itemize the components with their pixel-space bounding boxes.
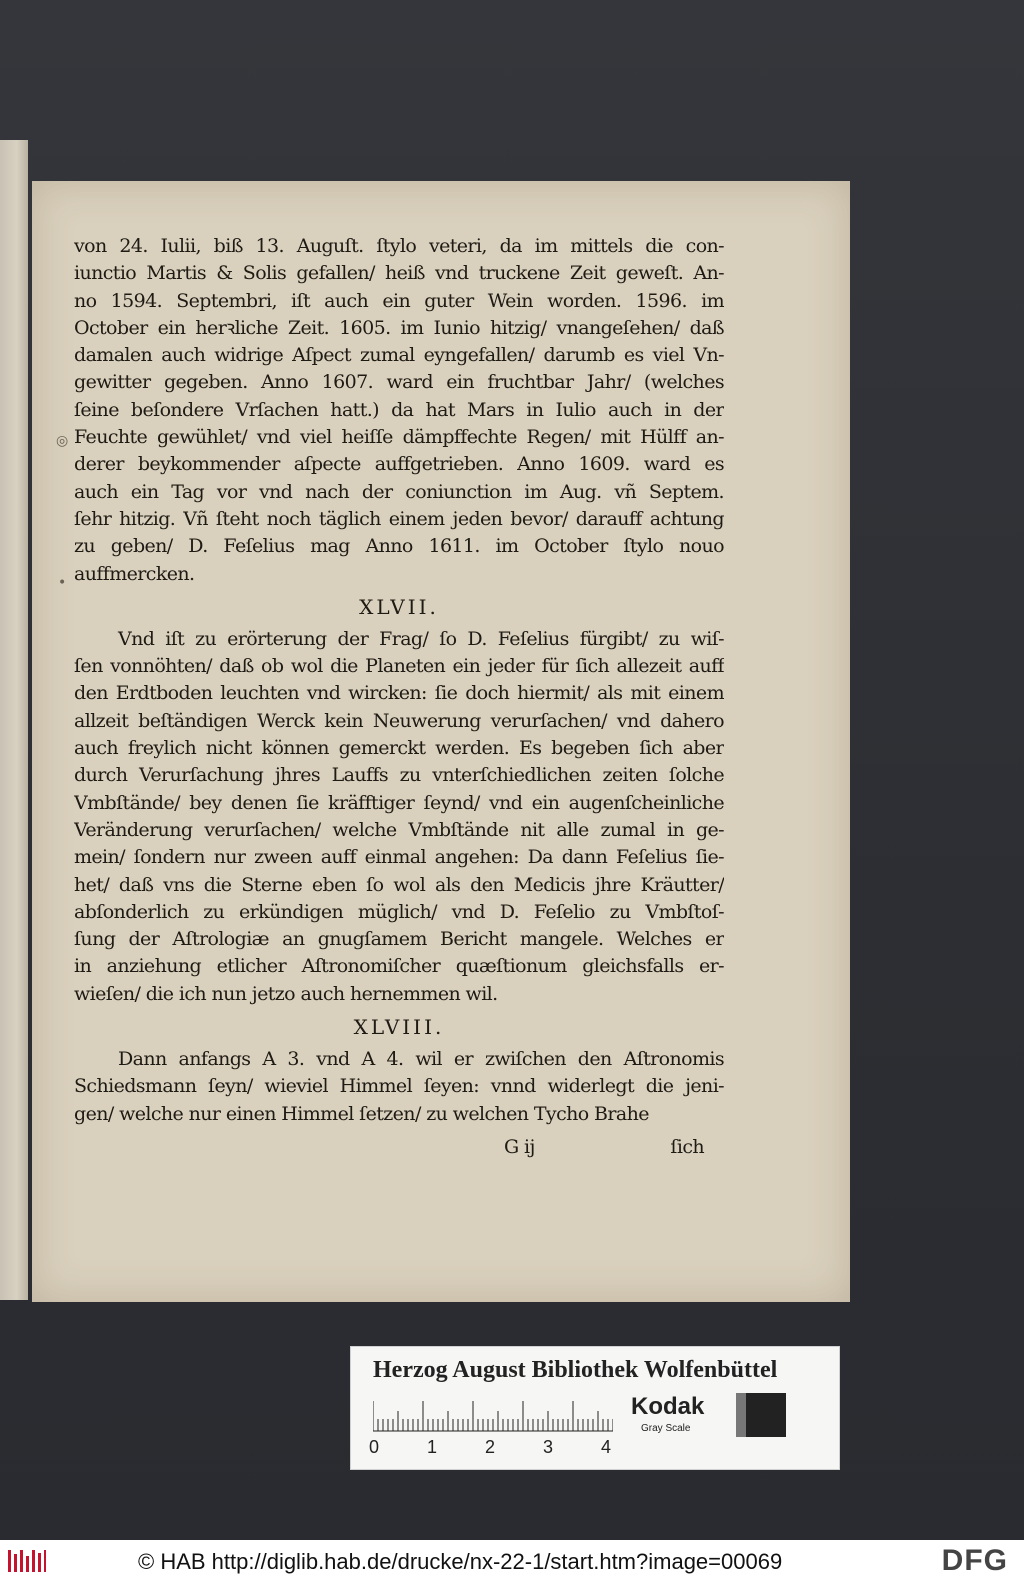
footer-bar <box>0 1540 1024 1582</box>
signature-mark: G ij <box>504 1135 535 1158</box>
paragraph-3 <box>74 1046 724 1128</box>
dfg-logo: DFG <box>941 1544 1008 1577</box>
text-line: October ein herꝛliche Zeit. 1605. im Iunio hitzig/ vnangeſehen/ daß <box>74 316 724 339</box>
text-line: Schiedsmann ſeyn/ wieviel Himmel ſeyen: vnnd widerlegt die jeni- <box>74 1075 724 1098</box>
card-title: Herzog August Bibliothek Wolfenbüttel <box>373 1357 778 1383</box>
color-calibration-card <box>350 1346 840 1470</box>
ruler-scale <box>373 1397 613 1433</box>
text-line: no 1594. Septembri, iſt auch ein guter Wein worden. 1596. im <box>74 289 724 312</box>
text-line: allzeit beſtändigen Werck kein Neuwerung verurſachen/ vnd dahero <box>74 709 724 732</box>
text-line: Vnd iſt zu erörterung der Frag/ ſo D. Feſelius fürgibt/ zu wiſ- <box>118 627 724 650</box>
book-page <box>32 181 850 1302</box>
page-foot <box>74 1128 724 1162</box>
text-line: ſehr hitzig. Vñ ſteht noch täglich einem jeden bevor/ darauff achtung <box>74 507 724 530</box>
ruler-label-4: 4 <box>601 1437 612 1457</box>
text-line: mein/ ſondern nur zween auff einmal angehen: Da dann Feſelius ſie- <box>74 846 724 869</box>
text-line: von 24. Iulii, biß 13. Auguſt. ſtylo veteri, da im mittels die con- <box>74 235 724 257</box>
page-text <box>74 233 724 1162</box>
text-line: derer beykommender aſpecte auffgetrieben. Anno 1609. ward es <box>74 453 724 476</box>
text-line: den Erdtboden leuchten vnd wircken: ſie doch hiermit/ als mit einem <box>74 682 724 705</box>
margin-dot-icon: • <box>58 575 67 591</box>
gray-patch <box>736 1393 786 1437</box>
catchword: ſich <box>670 1135 704 1158</box>
text-line: auch freylich nicht können gemerckt werden. Es begeben ſich aber <box>74 737 724 760</box>
adjacent-page-edge <box>0 140 28 1300</box>
text-line: Feuchte gewühlet/ vnd viel heiſſe dämpffechte Regen/ mit Hülff an- <box>74 426 724 449</box>
text-line: auffmercken. <box>74 562 195 585</box>
text-line: het/ daß vns die Sterne eben ſo wol als den Medicis jhre Kräutter/ <box>74 873 724 896</box>
text-line: Dann anfangs A 3. vnd A 4. wil er zwiſchen den Aſtronomis <box>118 1048 724 1071</box>
section-heading-xlvii: XLVII. <box>359 594 439 619</box>
text-line: ſeine beſondere Vrſachen hatt.) da hat Mars in Iulio auch in der <box>74 398 724 421</box>
kodak-brand: Kodak <box>631 1393 705 1420</box>
text-line: ſen vonnöhten/ daß ob wol die Planeten ein jeder für ſich allezeit auff <box>74 655 724 678</box>
ruler-label-2: 2 <box>485 1437 496 1457</box>
hab-barcode-icon <box>6 1548 48 1574</box>
ruler-label-3: 3 <box>543 1437 554 1457</box>
text-line: gen/ welche nur einen Himmel ſetzen/ zu welchen Tycho Brahe <box>74 1102 649 1125</box>
gray-scale-label: Gray Scale <box>641 1423 691 1434</box>
text-line: Vmbſtände/ bey denen ſie kräfftiger ſeynd/ vnd ein augenſcheinliche <box>74 791 724 814</box>
text-line: in anziehung etlicher Aſtronomiſcher quæſtionum gleichsfalls er- <box>74 955 724 978</box>
text-line: auch ein Tag vor vnd nach der coniunction im Aug. vñ Septem. <box>74 480 724 503</box>
text-line: damalen auch widrige Aſpect zumal eyngefallen/ darumb es viel Vn- <box>74 344 724 367</box>
text-line: wieſen/ die ich nun jetzo auch hernemmen wil. <box>74 982 498 1005</box>
ruler-label-1: 1 <box>427 1437 438 1457</box>
margin-mark-icon: ◎ <box>56 433 69 449</box>
copyright-link[interactable]: © HAB http://diglib.hab.de/drucke/nx-22-1/start.htm?image=00069 <box>138 1549 783 1574</box>
paragraph-2 <box>74 626 724 1008</box>
text-line: Veränderung verurſachen/ welche Vmbſtände nit alle zumal in ge- <box>74 818 724 841</box>
text-line: abſonderlich zu erkündigen müglich/ vnd D. Feſelio zu Vmbſtoſ- <box>74 900 724 923</box>
ruler-label-0: 0 <box>369 1437 380 1457</box>
text-line: zu geben/ D. Feſelius mag Anno 1611. im October ſtylo nouo <box>74 535 724 558</box>
paragraph-1 <box>74 233 724 588</box>
text-line: ſung der Aſtrologiæ an gnugſamem Bericht mangele. Welches er <box>74 928 724 951</box>
text-line: iunctio Martis & Solis gefallen/ heiß vnd truckene Zeit geweſt. An- <box>74 262 724 285</box>
text-line: durch Verurſachung jhres Lauffs zu vnterſchiedlichen zeiten ſolche <box>74 764 724 787</box>
section-heading-xlviii: XLVIII. <box>353 1015 445 1040</box>
text-line: gewitter gegeben. Anno 1607. ward ein fruchtbar Jahr/ (welches <box>74 371 724 394</box>
